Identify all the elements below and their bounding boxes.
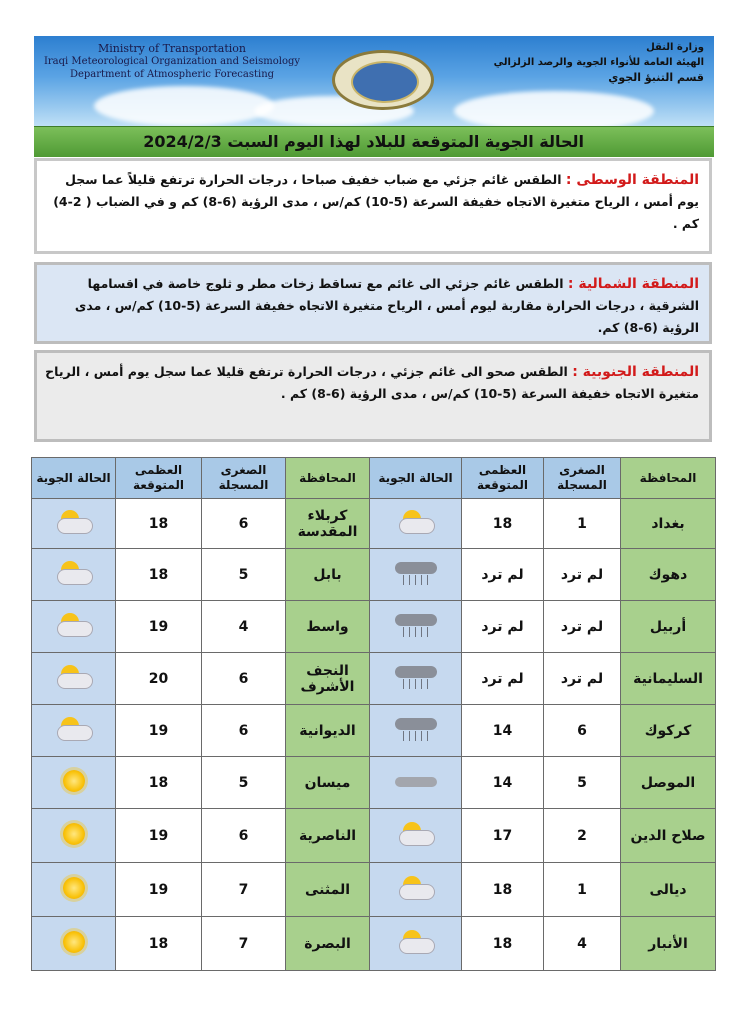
max-temp-cell: لم ترد [462, 653, 544, 705]
max-temp-cell: 20 [116, 653, 202, 705]
max-temp-cell: 18 [116, 917, 202, 971]
sunny-icon [63, 823, 85, 845]
min-temp-cell: 5 [202, 757, 286, 809]
logo-emblem-icon [351, 61, 419, 103]
table-row [32, 549, 716, 601]
forecast-title-bar [34, 126, 714, 157]
region-name: المنطقة الجنوبية : [572, 364, 699, 380]
weather-icon-cell [370, 809, 462, 863]
weather-icon-cell [32, 863, 116, 917]
header-governorate: المحافظة [286, 458, 370, 499]
governorate-cell: السليمانية [621, 653, 716, 705]
region-forecast-text: الطقس صحو الى غائم جزئي ، درجات الحرارة ترتفع قليلا عما سجل يوم أمس ، الرياح متغيرة الاتجاه خفيفة السرعة (5-10) كم/س ، مدى الرؤية (6-8) كم . [45, 364, 699, 401]
weather-icon-cell [32, 499, 116, 549]
cloud-decoration [454, 91, 654, 126]
min-temp-cell: 6 [202, 705, 286, 757]
partly-cloudy-icon [55, 510, 93, 534]
region-north-box [34, 262, 712, 344]
partly-cloudy-icon [397, 822, 435, 846]
min-temp-cell: 5 [544, 757, 621, 809]
min-temp-cell: لم ترد [544, 653, 621, 705]
governorate-cell: كربلاء المقدسة [286, 499, 370, 549]
max-temp-cell: 17 [462, 809, 544, 863]
region-central-box [34, 158, 712, 254]
cloud-decoration [94, 86, 274, 126]
governorate-cell: الموصل [621, 757, 716, 809]
table-row [32, 653, 716, 705]
region-name: المنطقة الوسطى : [565, 172, 699, 188]
table-row [32, 499, 716, 549]
governorate-cell: النجف الأشرف [286, 653, 370, 705]
rain-cloud-icon [395, 612, 437, 638]
header-banner [34, 36, 714, 126]
governorate-cell: كركوك [621, 705, 716, 757]
header-max-expected: العظمى المتوقعة [462, 458, 544, 499]
sunny-icon [63, 877, 85, 899]
governorate-cell: البصرة [286, 917, 370, 971]
min-temp-cell: 1 [544, 863, 621, 917]
weather-icon-cell [370, 653, 462, 705]
region-name: المنطقة الشمالية : [567, 276, 699, 292]
governorate-cell: صلاح الدين [621, 809, 716, 863]
weather-icon-cell [32, 809, 116, 863]
governorate-cell: الديوانية [286, 705, 370, 757]
max-temp-cell: 18 [116, 757, 202, 809]
sunny-icon [63, 770, 85, 792]
weather-icon-cell [370, 499, 462, 549]
min-temp-cell: 6 [202, 653, 286, 705]
max-temp-cell: لم ترد [462, 601, 544, 653]
partly-cloudy-icon [397, 876, 435, 900]
governorate-cell: ديالى [621, 863, 716, 917]
department-name-ar: قسم التنبؤ الجوي [608, 71, 704, 84]
governorate-cell: بابل [286, 549, 370, 601]
weather-icon-cell [370, 757, 462, 809]
governorate-cell: الأنبار [621, 917, 716, 971]
table-row [32, 757, 716, 809]
min-temp-cell: 6 [544, 705, 621, 757]
header-governorate: المحافظة [621, 458, 716, 499]
department-name-en: Department of Atmospheric Forecasting [69, 69, 275, 80]
max-temp-cell: 19 [116, 809, 202, 863]
arabic-header [484, 40, 704, 85]
weather-icon-cell [370, 917, 462, 971]
header-weather-state: الحالة الجوية [370, 458, 462, 499]
organization-name-ar: الهيئة العامة للأنواء الجوية والرصد الزلزالي [493, 57, 704, 68]
max-temp-cell: 14 [462, 705, 544, 757]
partly-cloudy-icon [55, 561, 93, 585]
weather-icon-cell [370, 863, 462, 917]
weather-table [31, 457, 716, 971]
max-temp-cell: 18 [462, 917, 544, 971]
weather-icon-cell [32, 757, 116, 809]
min-temp-cell: 6 [202, 809, 286, 863]
max-temp-cell: 18 [116, 549, 202, 601]
min-temp-cell: 4 [544, 917, 621, 971]
max-temp-cell: 18 [116, 499, 202, 549]
max-temp-cell: 19 [116, 863, 202, 917]
partly-cloudy-icon [55, 717, 93, 741]
organization-name-en: Iraqi Meteorological Organization and Seismology [43, 56, 301, 67]
header-min-recorded: الصغرى المسجلة [544, 458, 621, 499]
partly-cloudy-icon [397, 510, 435, 534]
weather-icon-cell [32, 705, 116, 757]
rain-cloud-icon [395, 560, 437, 586]
ministry-name-en: Ministry of Transportation [97, 42, 247, 55]
max-temp-cell: 14 [462, 757, 544, 809]
table-row [32, 809, 716, 863]
weather-icon-cell [370, 549, 462, 601]
header-weather-state: الحالة الجوية [32, 458, 116, 499]
header-min-recorded: الصغرى المسجلة [202, 458, 286, 499]
governorate-cell: بغداد [621, 499, 716, 549]
min-temp-cell: 5 [202, 549, 286, 601]
min-temp-cell: 7 [202, 863, 286, 917]
governorate-cell: واسط [286, 601, 370, 653]
table-row [32, 601, 716, 653]
max-temp-cell: 19 [116, 601, 202, 653]
weather-icon-cell [32, 601, 116, 653]
governorate-cell: أربيل [621, 601, 716, 653]
cloud-icon [395, 777, 437, 787]
rain-cloud-icon [395, 664, 437, 690]
rain-cloud-icon [395, 716, 437, 742]
max-temp-cell: 19 [116, 705, 202, 757]
min-temp-cell: 6 [202, 499, 286, 549]
header-max-expected: العظمى المتوقعة [116, 458, 202, 499]
forecast-title: الحالة الجوية المتوقعة للبلاد لهذا اليوم السبت 2024/2/3 [143, 132, 584, 151]
table-row [32, 705, 716, 757]
governorate-cell: الناصرية [286, 809, 370, 863]
weather-icon-cell [32, 549, 116, 601]
partly-cloudy-icon [397, 930, 435, 954]
governorate-cell: دهوك [621, 549, 716, 601]
min-temp-cell: 4 [202, 601, 286, 653]
region-south-box [34, 350, 712, 442]
organization-logo [332, 50, 434, 110]
sunny-icon [63, 931, 85, 953]
governorate-cell: المثنى [286, 863, 370, 917]
weather-icon-cell [32, 917, 116, 971]
weather-icon-cell [370, 601, 462, 653]
max-temp-cell: لم ترد [462, 549, 544, 601]
min-temp-cell: لم ترد [544, 601, 621, 653]
min-temp-cell: 2 [544, 809, 621, 863]
weather-icon-cell [32, 653, 116, 705]
table-row [32, 917, 716, 971]
partly-cloudy-icon [55, 665, 93, 689]
min-temp-cell: لم ترد [544, 549, 621, 601]
weather-icon-cell [370, 705, 462, 757]
min-temp-cell: 1 [544, 499, 621, 549]
region-forecast-text: الطقس غائم جزئي مع ضباب خفيف صباحا ، درجات الحرارة ترتفع قليلاً عما سجل يوم أمس ، الرياح متغيرة الاتجاه خفيفة السرعة (5-10) كم/س ، مدى الرؤية (6-8) كم و في الضباب ( 2-4) كم . [53, 172, 699, 231]
table-row [32, 863, 716, 917]
partly-cloudy-icon [55, 613, 93, 637]
max-temp-cell: 18 [462, 499, 544, 549]
min-temp-cell: 7 [202, 917, 286, 971]
table-header-row [32, 458, 716, 499]
region-forecast-text: الطقس غائم جزئي الى غائم مع تساقط زخات مطر و ثلوج خاصة في اقسامها الشرقية ، درجات الحرارة مقاربة ليوم أمس ، الرياح متغيرة الاتجاه خفيفة السرعة (5-10) كم/س ، مدى الرؤية (6-8) كم. [74, 276, 699, 335]
governorate-cell: ميسان [286, 757, 370, 809]
max-temp-cell: 18 [462, 863, 544, 917]
ministry-name-ar: وزارة النقل [646, 42, 704, 53]
english-header [42, 42, 302, 81]
